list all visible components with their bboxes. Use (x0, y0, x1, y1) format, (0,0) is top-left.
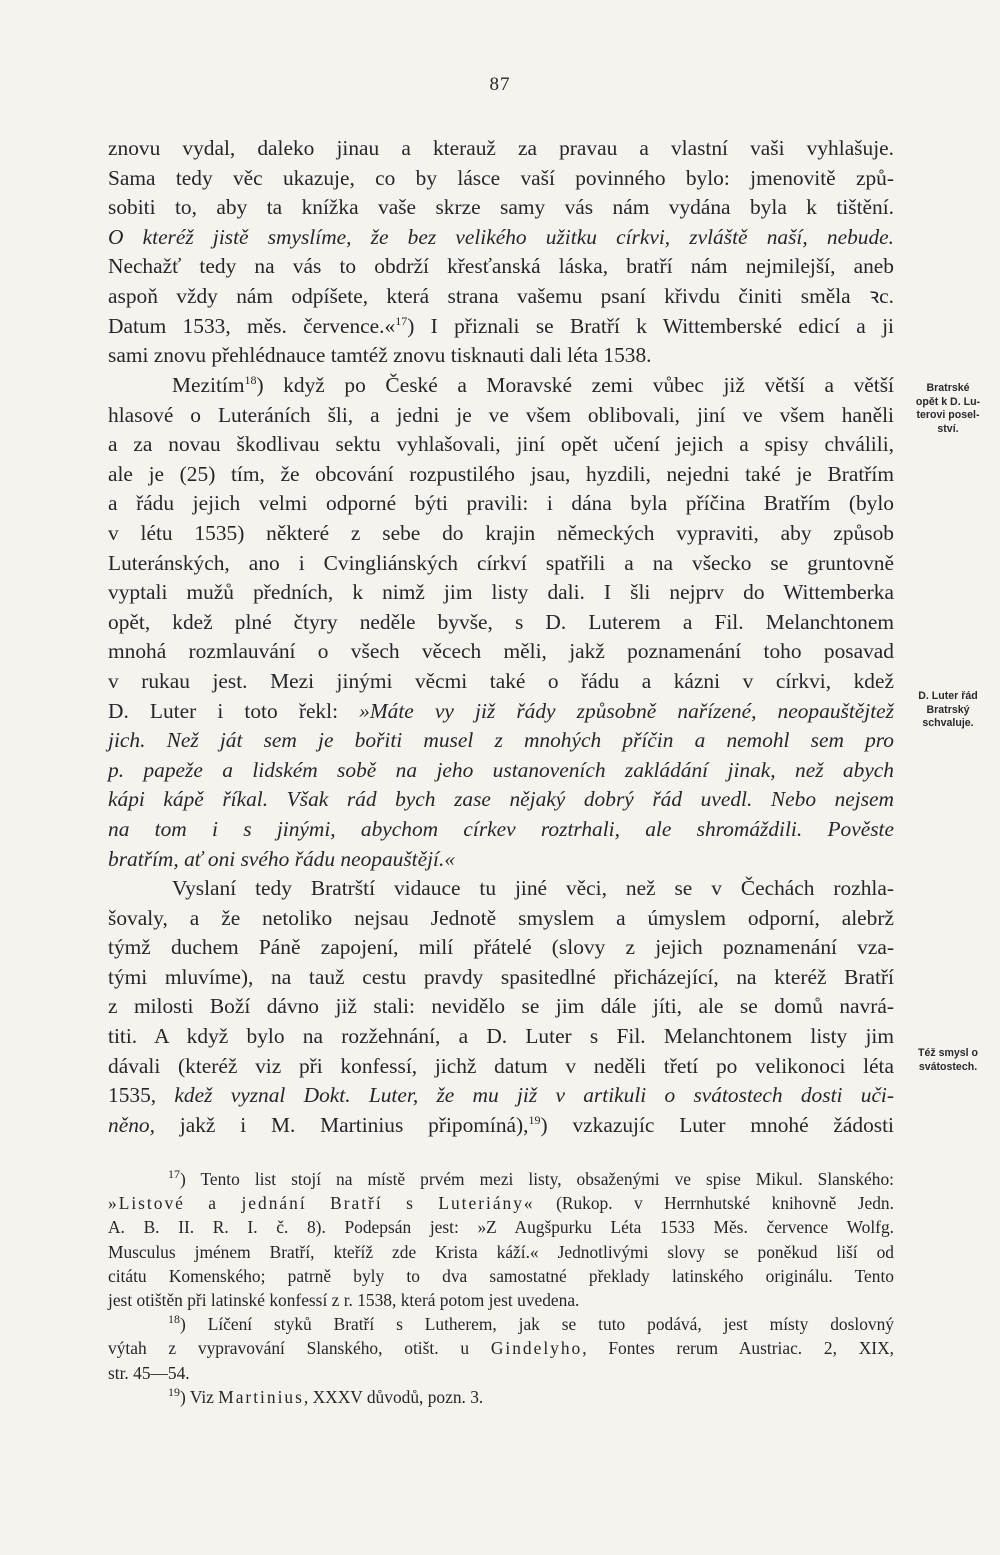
paragraph-3 (108, 874, 894, 1140)
quote-line: kápi kápě říkal. Však rád bych zase nějaký dobrý řád uvedl. Nebo nejsem (108, 787, 894, 812)
quote-line: p. papeže a lidském sobě na jeho ustanoveních zakládání jinak, než abych (108, 757, 894, 782)
text-line: aspoň vždy nám odpíšete, která strana vašemu psaní křivdu činiti směla ꝛc. (108, 283, 894, 308)
text-segment: ) Líčení styků Bratří s Lutherem, jak se tuto podává, jest místy doslovný (180, 1314, 894, 1335)
text-line: a za novau škodlivau sektu vyhlašovali, jiní opět učení jejich a spisy chválili, (108, 432, 894, 457)
text-segment: ) I přiznali se Bratří k Wittemberské edicí a ji (407, 313, 894, 338)
text-line (108, 1081, 894, 1111)
text-segment: výtah z vypravování Slanského, otišt. u (108, 1338, 491, 1359)
footnote-ref-19: 19 (528, 1112, 541, 1127)
margin-note-svatosti: Též smysl o svátostech. (917, 1047, 979, 1073)
text-line: O kteréž jistě smyslíme, že bez velikého užitku církvi, zvláště naší, nebude. (108, 224, 894, 249)
footnote-line (108, 1336, 894, 1360)
footnote-line: jest otištěn při latinské konfessí z r. 1538, která potom jest uvedena. (108, 1289, 580, 1310)
footnote-17 (108, 1167, 894, 1191)
footnote-ref-17: 17 (395, 313, 408, 328)
text-segment: ) vzkazujíc Luter mnohé žádosti (540, 1112, 894, 1137)
paragraph-2 (108, 371, 894, 874)
margin-note-luter-rad: D. Luter řád Bratrský schvaluje. (918, 690, 978, 729)
quote-line: bratřím, ať oni svého řádu neopauštějí.« (108, 846, 456, 871)
footnote-line: str. 45—54. (108, 1362, 190, 1383)
text-line: opět, kdež plné čtyry neděle byvše, s D. Luterem a Fil. Melanchtonem (108, 609, 894, 634)
italic-segment: kdež vyznal Dokt. Luter, že mu již v artikuli o svátostech dosti uči- (174, 1083, 895, 1108)
text-line: sami znovu přehlédnauce tamtéž znovu tisknauti dali léta 1538. (108, 343, 652, 368)
text-line: Sama tedy věc ukazuje, co by lásce vaší povinného bylo: jmenovitě způ- (108, 165, 894, 190)
footnotes (108, 1167, 894, 1409)
margin-note-bratrske: Bratrské opět k D. Lu- terovi posel- ství. (915, 382, 981, 435)
quote-segment: »Máte vy již řády způsobně nařízené, neopauštějtež (359, 698, 894, 723)
footnote-19 (108, 1385, 894, 1409)
text-line: Luteránských, ano i Cvingliánských církví spatřili a na všecko se gruntovně (108, 550, 894, 575)
text-line: Vyslaní tedy Bratrští vidauce tu jiné věci, než se v Čechách rozhla- (172, 876, 894, 900)
text-line: titi. A když bylo na rozžehnání, a D. Luter s Fil. Melanchtonem listy jim (108, 1023, 894, 1048)
spaced-name: Martinius (218, 1386, 304, 1407)
paragraph-1 (108, 134, 894, 371)
text-line (108, 1111, 894, 1141)
spaced-title: »Listové a jednání Bratří s Luteriány« (108, 1193, 535, 1214)
text-segment: Datum 1533, měs. července.« (108, 313, 396, 338)
spaced-name: Gindelyho (490, 1338, 583, 1359)
footnote-line: citátu Komenského; patrně byly to dva samostatné překlady latinského originálu. Tento (108, 1265, 894, 1286)
text-line: šovaly, a že netoliko nejsau Jednotě smyslem a úmyslem odporní, alebrž (108, 905, 894, 930)
text-line: hlasové o Luteráních šli, a jedni je ve všem oblibovali, jiní ve všem haněli (108, 402, 894, 427)
text-line (108, 697, 894, 727)
page-number: 87 (489, 74, 511, 95)
italic-segment: něno, (108, 1112, 155, 1137)
text-line: vyptali mužů předních, k nimž jim listy dali. I šli nejprv do Wittemberka (108, 580, 894, 605)
text-segment: ) Tento list stojí na místě prvém mezi listy, obsaženými ve spise Mikul. Slanského: (180, 1169, 894, 1189)
text-line: tými mluvíme), na tauž cestu pravdy spasitedlné přicházející, na kteréž Bratří (108, 964, 894, 989)
quote-line: jich. Než ját sem je bořiti musel z mnohých příčin a nemohl sem pro (108, 728, 894, 753)
footnote-line (108, 1191, 894, 1215)
text-line: dávali (kteréž viz při konfessí, jichž datum v neděli třetí po velikonoci léta (108, 1053, 894, 1078)
footnote-mark: 17 (168, 1167, 180, 1182)
text-segment: (Rukop. v Herrnhutské knihovně Jedn. (534, 1193, 894, 1214)
footnote-line: Musculus jménem Bratří, kteříž zde Krista káží.« Jednotlivými slovy se poněkud liší od (108, 1241, 894, 1262)
text-line: Nechažť tedy na vás to obdrží křesťanská láska, bratří nám nejmilejší, aneb (108, 254, 894, 279)
text-segment: D. Luter i toto řekl: (108, 698, 360, 723)
text-line: a řádu jejich velmi odporné býti pravili: i dána byla příčina Bratřím (bylo (108, 491, 894, 516)
text-segment: Mezitím (172, 373, 245, 397)
text-line: v létu 1535) některé z sebe do krajin německých vypraviti, aby způsob (108, 520, 894, 545)
text-line (108, 371, 894, 401)
footnote-line: A. B. II. R. I. č. 8). Podepsán jest: »Z Augšpurku Léta 1533 Měs. července Wolfg. (108, 1217, 894, 1238)
footnote-mark: 18 (168, 1312, 180, 1327)
text-line: sobiti to, aby ta knížka vaše skrze samy vás nám vydána byla k tištění. (108, 195, 894, 220)
footnote-ref-18: 18 (244, 372, 257, 387)
text-line: týmž duchem Páně zapojení, milí přátelé (slovy z jejich poznamenání vza- (108, 935, 894, 960)
text-line: mnohá rozmlauvání o všech věcech měli, jakž poznamenání toho posavad (108, 639, 894, 664)
footnote-mark: 19 (168, 1384, 180, 1399)
text-segment: jakž i M. Martinius připomíná), (154, 1112, 529, 1137)
text-segment: ) Viz (180, 1386, 219, 1407)
text-line: v rukau jest. Mezi jinými věcmi také o řádu a kázni v církvi, kdež (108, 668, 894, 693)
text-line: z milosti Boží dávno již stali: nevidělo se jim dále jíti, ale se domů navrá- (108, 994, 894, 1019)
text-segment: ) když po České a Moravské zemi vůbec již větší a větší (256, 373, 894, 397)
text-segment: , Fontes rerum Austriac. 2, XIX, (582, 1338, 894, 1359)
text-line: znovu vydal, daleko jinau a kterauž za pravau a vlastní vaši vyhlašuje. (108, 136, 894, 160)
text-line: ale je (25) tím, že obcování rozpustilého jsau, hyzdili, nejedni také je Bratřím (108, 461, 894, 486)
quote-line: na tom i s jinými, abychom církev roztrhali, ale shromáždili. Pověste (108, 816, 894, 841)
text-segment: , XXXV důvodů, pozn. 3. (303, 1386, 484, 1407)
text-segment: 1535, (108, 1083, 175, 1108)
text-line (108, 312, 894, 342)
footnote-18 (108, 1312, 894, 1336)
